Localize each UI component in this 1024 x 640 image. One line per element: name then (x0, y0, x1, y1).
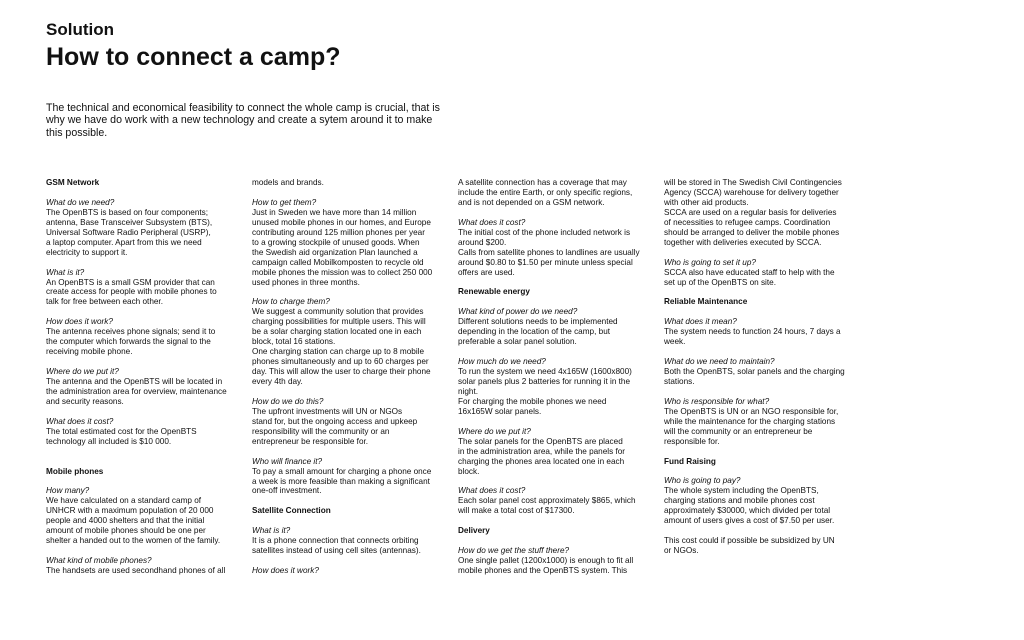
section-heading: Reliable Maintenance (664, 297, 748, 307)
body-text-line: or NGOs. (664, 546, 699, 556)
question-subheading: What does it cost? (458, 217, 526, 227)
body-text-line: mobile phones and the OpenBTS system. This (458, 566, 628, 576)
body-text-line: entrepreneur be responsible for. (252, 436, 369, 446)
body-text-line: receiving mobile phone. (46, 347, 133, 357)
body-text-line: approximately $30000, which divided per total (664, 506, 831, 516)
question-subheading: What do we need? (46, 197, 115, 207)
body-text-line: The total estimated cost for the OpenBTS (46, 426, 197, 436)
question-subheading: How many? (46, 486, 90, 496)
body-text-line: offers are used. (458, 267, 515, 277)
body-text-line: Each solar panel cost approximately $865, which (458, 496, 636, 506)
body-text-line: in the administration area, while the panels for (458, 446, 626, 456)
body-text-line: every 4th day. (252, 377, 303, 387)
body-text-line: This cost could if possible be subsidized by UN (664, 536, 835, 546)
spacer (458, 347, 648, 357)
spacer (46, 407, 236, 417)
question-subheading: How much do we need? (458, 357, 546, 367)
body-text-line: should be arranged to deliver the mobile phones (664, 227, 840, 237)
body-text-line: with other aid products. (664, 197, 749, 207)
text-column-3 (458, 178, 648, 576)
question-subheading: Who is going to pay? (664, 476, 741, 486)
body-text-line: electricity to support it. (46, 247, 128, 257)
question-subheading: What does it cost? (458, 486, 526, 496)
spacer (458, 278, 648, 288)
spacer (46, 457, 236, 467)
spacer (458, 417, 648, 427)
body-text-line: the Swedish aid organization Plan launched a (252, 247, 418, 257)
spacer (664, 387, 854, 397)
section-heading: Satellite Connection (252, 506, 331, 516)
body-text-line: together with deliveries executed by SCCA. (664, 237, 822, 247)
body-text-line: around $0.80 to $1.50 per minute unless special (458, 257, 633, 267)
body-text-line: week. (664, 337, 686, 347)
body-text-line: preferable a solar panel solution. (458, 337, 577, 347)
body-text-line: stand for, but the ongoing access and upkeep (252, 416, 418, 426)
body-text-line: a laptop computer. Apart from this we need (46, 237, 202, 247)
spacer (46, 258, 236, 268)
body-text-line: charging possibilities for multiple users. This will (252, 317, 426, 327)
body-text-line: Both the OpenBTS, solar panels and the charging (664, 367, 845, 377)
spacer (252, 496, 442, 506)
body-text-line: Universal Software Radio Peripheral (USRP), (46, 227, 211, 237)
spacer (46, 546, 236, 556)
question-subheading: How to charge them? (252, 297, 330, 307)
text-column-2 (252, 178, 442, 576)
body-text-line: will be stored in The Swedish Civil Contingencies (664, 178, 842, 187)
spacer (252, 447, 442, 457)
body-text-line: To pay a small amount for charging a phone once (252, 466, 432, 476)
body-text-line: will make a total cost of $17300. (458, 506, 575, 516)
body-text-line: include the entire Earth, or only specific regions, (458, 187, 633, 197)
question-subheading: How do we do this? (252, 396, 324, 406)
body-text-line: will the community or an entrepreneur be (664, 426, 813, 436)
section-kicker: Solution (46, 20, 114, 39)
page-title: How to connect a camp? (46, 43, 341, 71)
question-subheading: How does it work? (252, 566, 319, 576)
spacer (46, 307, 236, 317)
spacer (664, 347, 854, 357)
question-subheading: What kind of mobile phones? (46, 556, 152, 566)
question-subheading: What kind of power do we need? (458, 307, 578, 317)
body-text-line: The whole system including the OpenBTS, (664, 486, 819, 496)
body-text-line: campaign called Mobilkomposten to recycle old (252, 257, 424, 267)
question-subheading: What is it? (252, 526, 291, 536)
text-column-4 (664, 178, 854, 556)
body-text-line: Agency (SCCA) warehouse for delivery together (664, 187, 839, 197)
question-subheading: Who is going to set it up? (664, 257, 756, 267)
body-text-line: UNHCR with a maximum population of 20 000 (46, 506, 214, 516)
body-text-line: unused mobile phones in our homes, and Europe (252, 217, 431, 227)
question-subheading: What do we need to maintain? (664, 357, 775, 367)
body-text-line: of necessities to refugee camps. Coordination (664, 217, 831, 227)
spacer (458, 516, 648, 526)
body-text-line: talk for free between each other. (46, 297, 163, 307)
spacer (664, 248, 854, 258)
spacer (46, 476, 236, 486)
body-text-line: satellites instead of using cell sites (antennas). (252, 546, 421, 556)
spacer (46, 447, 236, 457)
body-text-line: create access for people with mobile phones to (46, 287, 217, 297)
section-heading: Renewable energy (458, 287, 530, 297)
body-text-line: models and brands. (252, 178, 324, 187)
body-text-line: responsible for. (664, 436, 720, 446)
body-text-line: SCCA are used on a regular basis for deliveries (664, 207, 837, 217)
body-text-line: the computer which forwards the signal to the (46, 337, 211, 347)
body-text-line: The antenna receives phone signals; send it to (46, 327, 216, 337)
question-subheading: Where do we put it? (46, 367, 119, 377)
body-text-line: One single pallet (1200x1000) is enough to fit all (458, 556, 634, 566)
spacer (252, 387, 442, 397)
spacer (46, 357, 236, 367)
body-text-line: The OpenBTS is UN or an NGO responsible for, (664, 406, 839, 416)
body-text-line: responsibility will the community or an (252, 426, 390, 436)
body-text-line: phones simultaneously and up to 60 charges per (252, 357, 429, 367)
body-text-line: Calls from satellite phones to landlines are usually (458, 247, 640, 257)
body-text-line: while the maintenance for the charging stations (664, 416, 836, 426)
question-subheading: Who will finance it? (252, 456, 323, 466)
question-subheading: How to get them? (252, 197, 317, 207)
section-heading: Delivery (458, 526, 490, 536)
body-text-line: day. This will allow the user to charge their phone (252, 367, 431, 377)
text-column-1 (46, 178, 236, 576)
body-text-line: The OpenBTS is based on four components; (46, 207, 209, 217)
spacer (458, 536, 648, 546)
body-text-line: For charging the mobile phones we need (458, 396, 607, 406)
body-text-line: shelter a handed out to the women of the family. (46, 536, 221, 546)
section-heading: Mobile phones (46, 466, 104, 476)
body-text-line: 16x165W solar panels. (458, 406, 542, 416)
body-text-line: The upfront investments will UN or NGOs (252, 406, 403, 416)
body-text-line: The handsets are used secondhand phones of all (46, 566, 226, 576)
question-subheading: What does it cost? (46, 416, 114, 426)
body-text-line: be a solar charging station located one in each (252, 327, 422, 337)
spacer (664, 447, 854, 457)
body-text-line: charging the phones area located one in each (458, 456, 625, 466)
body-text-line: a week is more feasible than making a significant (252, 476, 430, 486)
body-text-line: The solar panels for the OpenBTS are placed (458, 436, 623, 446)
body-text-line: and is not depended on a GSM network. (458, 197, 605, 207)
body-text-line: one-off investment. (252, 486, 322, 496)
body-text-line: technology all included is $10 000. (46, 436, 172, 446)
body-text-line: Different solutions needs to be implemented (458, 317, 618, 327)
body-text-line: block. (458, 466, 480, 476)
spacer (252, 188, 442, 198)
body-text-line: We have calculated on a standard camp of (46, 496, 202, 506)
body-text-line: around $200. (458, 237, 507, 247)
body-text-line: set up of the OpenBTS on site. (664, 277, 776, 287)
spacer (252, 287, 442, 297)
body-text-line: SCCA also have educated staff to help with the (664, 267, 835, 277)
question-subheading: How do we get the stuff there? (458, 546, 570, 556)
spacer (664, 526, 854, 536)
body-text-line: stations. (664, 377, 695, 386)
spacer (252, 556, 442, 566)
section-heading: GSM Network (46, 178, 100, 187)
body-text-line: amount of mobile phones should be one per (46, 526, 206, 536)
body-text-line: depending in the location of the camp, but (458, 327, 611, 337)
spacer (458, 477, 648, 487)
question-subheading: Who is responsible for what? (664, 396, 770, 406)
body-text-line: The system needs to function 24 hours, 7 days a (664, 327, 841, 337)
body-text-line: A satellite connection has a coverage that may (458, 178, 627, 187)
body-text-line: The initial cost of the phone included network is (458, 227, 631, 237)
body-text-line: used phones in three months. (252, 277, 360, 287)
body-text-line: amount of users gives a cost of $7.50 per user. (664, 516, 835, 526)
body-text-line: The antenna and the OpenBTS will be located in (46, 377, 223, 386)
body-text-line: An OpenBTS is a small GSM provider that can (46, 277, 215, 287)
spacer (664, 307, 854, 317)
question-subheading: Where do we put it? (458, 426, 531, 436)
section-heading: Fund Raising (664, 456, 716, 466)
spacer (458, 297, 648, 307)
body-text-line: mobile phones the mission was to collect 250 000 (252, 267, 433, 277)
body-text-line: night. (458, 386, 479, 396)
spacer (458, 208, 648, 218)
spacer (46, 188, 236, 198)
body-text-line: contributing around 125 million phones per year (252, 227, 425, 237)
question-subheading: How does it work? (46, 317, 113, 327)
body-text-line: to a growing stockpile of unused goods. When (252, 237, 420, 247)
body-text-line: Just in Sweden we have more than 14 million (252, 207, 417, 217)
body-text-line: block, total 16 stations. (252, 337, 336, 347)
body-text-line: It is a phone connection that connects orbiting (252, 536, 419, 546)
body-text-line: and security reasons. (46, 396, 124, 406)
spacer (664, 467, 854, 477)
body-text-line: the administration area for overview, maintenance (46, 386, 227, 396)
spacer (664, 287, 854, 297)
body-text-line: charging stations and mobile phones cost (664, 496, 815, 506)
body-text-line: antenna, Base Transceiver Subsystem (BTS), (46, 217, 213, 227)
question-subheading: What is it? (46, 267, 85, 277)
body-text-line: people and 4000 shelters and that the initial (46, 516, 205, 526)
intro-paragraph: The technical and economical feasibility to connect the whole camp is crucial, that is why we have do work with a new technology and create a sytem around it to make this possible. (46, 102, 440, 139)
body-text-line: To run the system we need 4x165W (1600x800) (458, 367, 632, 377)
body-text-line: solar panels plus 2 batteries for running it in the (458, 377, 631, 386)
body-text-line: One charging station can charge up to 8 mobile (252, 347, 425, 357)
body-text-line: We suggest a community solution that provides (252, 307, 424, 317)
question-subheading: What does it mean? (664, 317, 737, 327)
spacer (252, 516, 442, 526)
